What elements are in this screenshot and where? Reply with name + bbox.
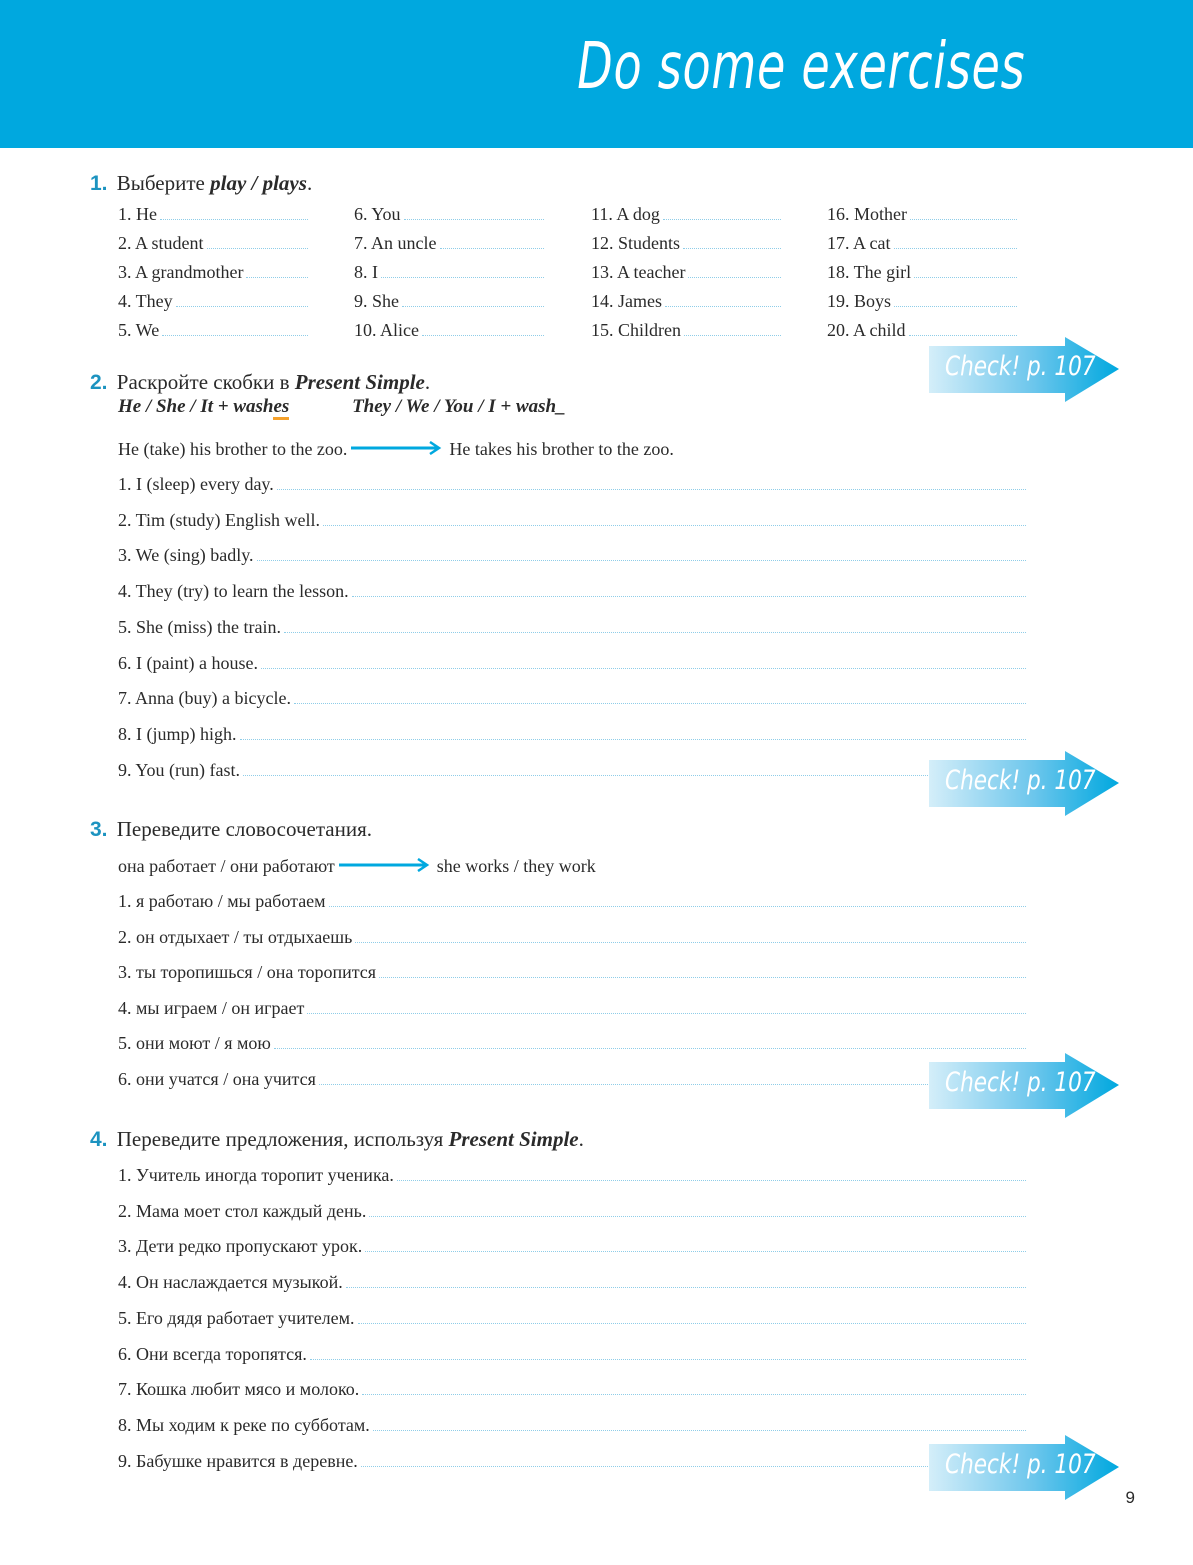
exercise-1-item bbox=[354, 202, 544, 228]
exercise-3-title bbox=[90, 817, 372, 842]
exercise-1-item bbox=[591, 260, 781, 286]
exercise-1-item bbox=[591, 318, 781, 344]
answer-blank[interactable] bbox=[894, 231, 1018, 249]
check-label: Check! p. 107 bbox=[945, 765, 1096, 796]
answer-blank[interactable] bbox=[665, 289, 781, 307]
answer-blank[interactable] bbox=[404, 202, 544, 220]
item-label: 6. I (paint) a house. bbox=[118, 652, 258, 673]
answer-blank[interactable] bbox=[355, 925, 1026, 943]
answer-blank[interactable] bbox=[284, 615, 1026, 633]
exercise4-item bbox=[118, 1377, 1026, 1403]
answer-blank[interactable] bbox=[294, 686, 1026, 704]
item-label: 6. они учатся / она учится bbox=[118, 1068, 316, 1089]
answer-blank[interactable] bbox=[381, 260, 544, 278]
item-label: 18. The girl bbox=[827, 262, 912, 282]
check-answers-button[interactable] bbox=[929, 751, 1121, 819]
exercise-1-item bbox=[591, 231, 781, 257]
exercise4-item bbox=[118, 1234, 1026, 1260]
answer-blank[interactable] bbox=[257, 543, 1026, 561]
item-label: 1. He bbox=[118, 204, 157, 224]
item-label: 12. Students bbox=[591, 233, 681, 253]
exercise2-item bbox=[118, 615, 1026, 641]
item-label: 4. They (try) to learn the lesson. bbox=[118, 581, 349, 602]
example-answer: He takes his brother to the zoo. bbox=[449, 438, 674, 459]
example-question: она работает / они работают bbox=[118, 855, 335, 876]
header-banner bbox=[0, 0, 1193, 148]
exercise-instruction: Раскройте скобки в bbox=[116, 370, 290, 394]
exercise-1-item bbox=[827, 231, 1017, 257]
exercise-1-item bbox=[354, 318, 544, 344]
item-label: 4. Он наслаждается музыкой. bbox=[118, 1272, 343, 1293]
exercise-1-item bbox=[591, 289, 781, 315]
item-label: 3. We (sing) badly. bbox=[118, 545, 254, 566]
answer-blank[interactable] bbox=[894, 289, 1017, 307]
item-label: 1. я работаю / мы работаем bbox=[118, 891, 326, 911]
item-label: 8. I (jump) high. bbox=[118, 723, 237, 744]
example-question: He (take) his brother to the zoo. bbox=[118, 438, 348, 459]
answer-blank[interactable] bbox=[688, 260, 781, 278]
exercise4-item bbox=[118, 1413, 1026, 1439]
item-label: 7. Кошка любит мясо и молоко. bbox=[118, 1379, 360, 1400]
exercise4-item bbox=[118, 1270, 1026, 1296]
answer-blank[interactable] bbox=[243, 758, 1026, 776]
exercise-1-item bbox=[827, 202, 1017, 228]
item-label: 3. ты торопишься / она торопится bbox=[118, 962, 377, 982]
exercise-2-title bbox=[90, 370, 430, 395]
exercise-1-item bbox=[354, 260, 544, 286]
answer-blank[interactable] bbox=[397, 1163, 1026, 1181]
page-title: Do some exercises bbox=[576, 30, 1025, 104]
item-label: 2. он отдыхает / ты отдыхаешь bbox=[118, 926, 353, 947]
item-label: 19. Boys bbox=[827, 291, 892, 311]
exercise4-item bbox=[118, 1163, 1026, 1189]
item-label: 9. You (run) fast. bbox=[118, 759, 241, 780]
exercise-1-title bbox=[90, 171, 312, 196]
item-label: 17. A cat bbox=[827, 233, 891, 253]
item-label: 9. Бабушке нравится в деревне. bbox=[118, 1450, 358, 1471]
exercise-1-item bbox=[827, 289, 1017, 315]
exercise-keywords: Present Simple bbox=[448, 1127, 579, 1151]
exercise-3-example bbox=[118, 853, 596, 879]
item-label: 2. Tim (study) English well. bbox=[118, 509, 321, 530]
answer-blank[interactable] bbox=[379, 960, 1026, 978]
exercise-1-item bbox=[118, 202, 308, 228]
answer-blank[interactable] bbox=[663, 202, 781, 220]
item-label: 5. We bbox=[118, 320, 160, 340]
check-label: Check! p. 107 bbox=[945, 1067, 1096, 1098]
item-label: 8. I bbox=[354, 262, 378, 282]
exercise-instruction: Переведите словосочетания. bbox=[116, 817, 372, 841]
answer-blank[interactable] bbox=[176, 289, 308, 307]
answer-blank[interactable] bbox=[162, 318, 308, 336]
item-label: 11. A dog bbox=[591, 204, 660, 224]
exercise-1-item bbox=[591, 202, 781, 228]
check-answers-button[interactable] bbox=[929, 337, 1121, 405]
arrow-right-icon bbox=[351, 439, 443, 460]
item-label: 3. Дети редко пропускают урок. bbox=[118, 1236, 363, 1257]
answer-blank[interactable] bbox=[358, 1306, 1026, 1324]
exercise4-item bbox=[118, 1199, 1026, 1225]
exercise3-item bbox=[118, 889, 1026, 915]
item-label: 1. I (sleep) every day. bbox=[118, 474, 274, 494]
arrow-right-icon bbox=[339, 856, 431, 877]
exercise-1-item bbox=[354, 231, 544, 257]
answer-blank[interactable] bbox=[362, 1377, 1026, 1395]
answer-blank[interactable] bbox=[914, 260, 1017, 278]
answer-blank[interactable] bbox=[373, 1413, 1026, 1431]
item-label: 7. An uncle bbox=[354, 233, 437, 253]
answer-blank[interactable] bbox=[365, 1234, 1026, 1252]
exercise-number: 2. bbox=[90, 371, 108, 394]
rule-text: He / She / It + wash bbox=[118, 396, 274, 417]
item-label: 5. She (miss) the train. bbox=[118, 616, 281, 637]
item-label: 6. Они всегда торопятся. bbox=[118, 1343, 307, 1364]
rule-ending: es bbox=[273, 396, 289, 420]
exercise4-item bbox=[118, 1342, 1026, 1368]
check-label: Check! p. 107 bbox=[945, 351, 1096, 382]
exercise4-item bbox=[118, 1449, 1026, 1475]
check-answers-button[interactable] bbox=[929, 1435, 1121, 1503]
item-label: 5. они моют / я мою bbox=[118, 1033, 271, 1053]
exercise-1-item bbox=[118, 260, 308, 286]
answer-blank[interactable] bbox=[402, 289, 544, 307]
exercise-2-example bbox=[118, 436, 674, 462]
answer-blank[interactable] bbox=[369, 1199, 1026, 1217]
exercise2-item bbox=[118, 722, 1026, 748]
answer-blank[interactable] bbox=[352, 579, 1026, 597]
exercise2-item bbox=[118, 472, 1026, 498]
answer-blank[interactable] bbox=[319, 1067, 1026, 1085]
exercise3-item bbox=[118, 925, 1026, 951]
exercise-keywords: Present Simple bbox=[294, 370, 425, 394]
exercise3-item bbox=[118, 996, 1026, 1022]
exercise2-item bbox=[118, 508, 1026, 534]
item-label: 1. Учитель иногда торопит ученика. bbox=[118, 1165, 394, 1185]
item-label: 8. Мы ходим к реке по субботам. bbox=[118, 1414, 370, 1435]
exercise3-item bbox=[118, 1067, 1026, 1093]
exercise2-item bbox=[118, 579, 1026, 605]
rule-other-persons: They / We / You / I + wash_ bbox=[352, 396, 566, 417]
answer-blank[interactable] bbox=[684, 318, 781, 336]
exercise-title-end: . bbox=[424, 370, 431, 394]
answer-blank[interactable] bbox=[160, 202, 308, 220]
answer-blank[interactable] bbox=[361, 1449, 1026, 1467]
item-label: 5. Его дядя работает учителем. bbox=[118, 1307, 355, 1328]
exercise-1-item bbox=[354, 289, 544, 315]
answer-blank[interactable] bbox=[910, 202, 1017, 220]
answer-blank[interactable] bbox=[310, 1342, 1026, 1360]
item-label: 10. Alice bbox=[354, 320, 419, 340]
exercise2-item bbox=[118, 686, 1026, 712]
answer-blank[interactable] bbox=[909, 318, 1017, 336]
item-label: 14. James bbox=[591, 291, 662, 311]
page-number: 9 bbox=[1125, 1488, 1135, 1507]
item-label: 9. She bbox=[354, 291, 399, 311]
item-label: 3. A grandmother bbox=[118, 262, 244, 282]
item-label: 15. Children bbox=[591, 320, 681, 340]
answer-blank[interactable] bbox=[440, 231, 545, 249]
exercise4-item bbox=[118, 1306, 1026, 1332]
answer-blank[interactable] bbox=[307, 996, 1026, 1014]
exercise-keywords: play / plays bbox=[210, 171, 307, 195]
exercise-1-item bbox=[118, 231, 308, 257]
item-label: 20. A child bbox=[827, 320, 906, 340]
answer-blank[interactable] bbox=[683, 231, 781, 249]
check-label: Check! p. 107 bbox=[945, 1449, 1096, 1480]
exercise-number: 3. bbox=[90, 818, 108, 841]
exercise-number: 1. bbox=[90, 172, 108, 195]
answer-blank[interactable] bbox=[261, 651, 1026, 669]
grammar-rules bbox=[118, 396, 566, 418]
exercise-title-end: . bbox=[306, 171, 313, 195]
exercise-1-item bbox=[827, 260, 1017, 286]
answer-blank[interactable] bbox=[346, 1270, 1026, 1288]
exercise-1-item bbox=[118, 318, 308, 344]
check-answers-button[interactable] bbox=[929, 1053, 1121, 1121]
exercise2-item bbox=[118, 543, 1026, 569]
exercise-1-item bbox=[118, 289, 308, 315]
answer-blank[interactable] bbox=[207, 231, 308, 249]
item-label: 4. They bbox=[118, 291, 173, 311]
exercise2-item bbox=[118, 651, 1026, 677]
exercise-instruction: Переведите предложения, используя bbox=[116, 1127, 444, 1151]
answer-blank[interactable] bbox=[274, 1031, 1026, 1049]
exercise-4-title bbox=[90, 1127, 584, 1152]
answer-blank[interactable] bbox=[240, 722, 1027, 740]
exercise2-item bbox=[118, 758, 1026, 784]
item-label: 13. A teacher bbox=[591, 262, 686, 282]
answer-blank[interactable] bbox=[323, 508, 1026, 526]
item-label: 16. Mother bbox=[827, 204, 907, 224]
exercise3-item bbox=[118, 1031, 1026, 1057]
rule-third-person bbox=[118, 396, 289, 420]
item-label: 2. Мама моет стол каждый день. bbox=[118, 1200, 367, 1221]
exercise3-item bbox=[118, 960, 1026, 986]
item-label: 6. You bbox=[354, 204, 401, 224]
example-answer: she works / they work bbox=[436, 855, 596, 876]
exercise-number: 4. bbox=[90, 1128, 108, 1151]
answer-blank[interactable] bbox=[329, 889, 1026, 907]
item-label: 2. A student bbox=[118, 233, 204, 253]
answer-blank[interactable] bbox=[246, 260, 308, 278]
answer-blank[interactable] bbox=[422, 318, 544, 336]
exercise-title-end: . bbox=[578, 1127, 584, 1151]
exercise-instruction: Выберите bbox=[116, 171, 205, 195]
item-label: 7. Anna (buy) a bicycle. bbox=[118, 688, 291, 709]
answer-blank[interactable] bbox=[277, 472, 1026, 490]
item-label: 4. мы играем / он играет bbox=[118, 997, 305, 1018]
